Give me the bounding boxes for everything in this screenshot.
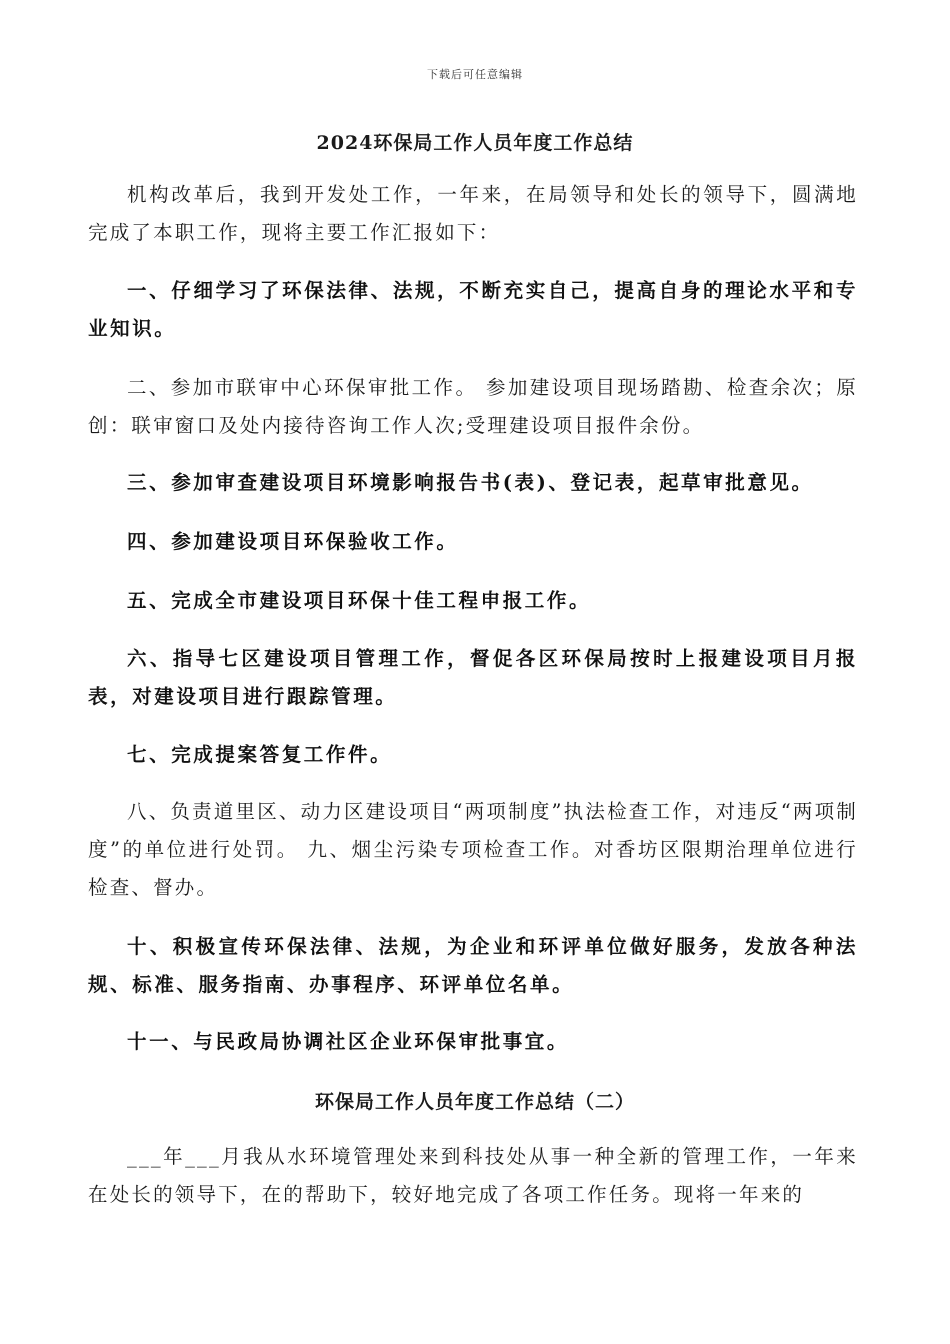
paragraph-item-5: 五、完成全市建设项目环保十佳工程申报工作。 bbox=[127, 589, 592, 612]
paragraph-item-10: 十、积极宣传环保法律、法规，为企业和环评单位做好服务，发放各种法规、标准、服务指南、办事程序、环评单位名单。 bbox=[88, 935, 858, 996]
paragraph-item-8-9: 八、负责道里区、动力区建设项目“两项制度”执法检查工作，对违反“两项制度”的单位进行处罚。 九、烟尘污染专项检查工作。对香坊区限期治理单位进行检查、督办。 bbox=[88, 800, 858, 899]
paragraph-item-2: 二、参加市联审中心环保审批工作。 参加建设项目现场踏勘、检查余次；原创：联审窗口及处内接待咨询工作人次;受理建设项目报件余份。 bbox=[88, 376, 858, 437]
paragraph-item-3: 三、参加审查建设项目环境影响报告书(表)、登记表，起草审批意见。 bbox=[127, 471, 814, 494]
second-title: 环保局工作人员年度工作总结（二） bbox=[314, 1091, 635, 1113]
second-intro-paragraph: ___年___月我从水环境管理处来到科技处从事一种全新的管理工作，一年来在处长的领导下，在的帮助下，较好地完成了各项工作任务。现将一年来的 bbox=[88, 1145, 858, 1206]
document-title: 2024环保局工作人员年度工作总结 bbox=[316, 132, 634, 154]
paragraph-item-6: 六、指导七区建设项目管理工作，督促各区环保局按时上报建设项目月报表，对建设项目进行跟踪管理。 bbox=[88, 647, 858, 708]
header-note: 下载后可任意编辑 bbox=[427, 68, 523, 81]
paragraph-intro: 机构改革后，我到开发处工作，一年来，在局领导和处长的领导下，圆满地完成了本职工作，现将主要工作汇报如下： bbox=[88, 183, 858, 244]
paragraph-item-1: 一、仔细学习了环保法律、法规，不断充实自己，提高自身的理论水平和专业知识。 bbox=[88, 279, 858, 340]
paragraph-item-11: 十一、与民政局协调社区企业环保审批事宜。 bbox=[127, 1030, 570, 1053]
paragraph-item-7: 七、完成提案答复工作件。 bbox=[127, 743, 393, 766]
paragraph-item-4: 四、参加建设项目环保验收工作。 bbox=[127, 530, 459, 553]
